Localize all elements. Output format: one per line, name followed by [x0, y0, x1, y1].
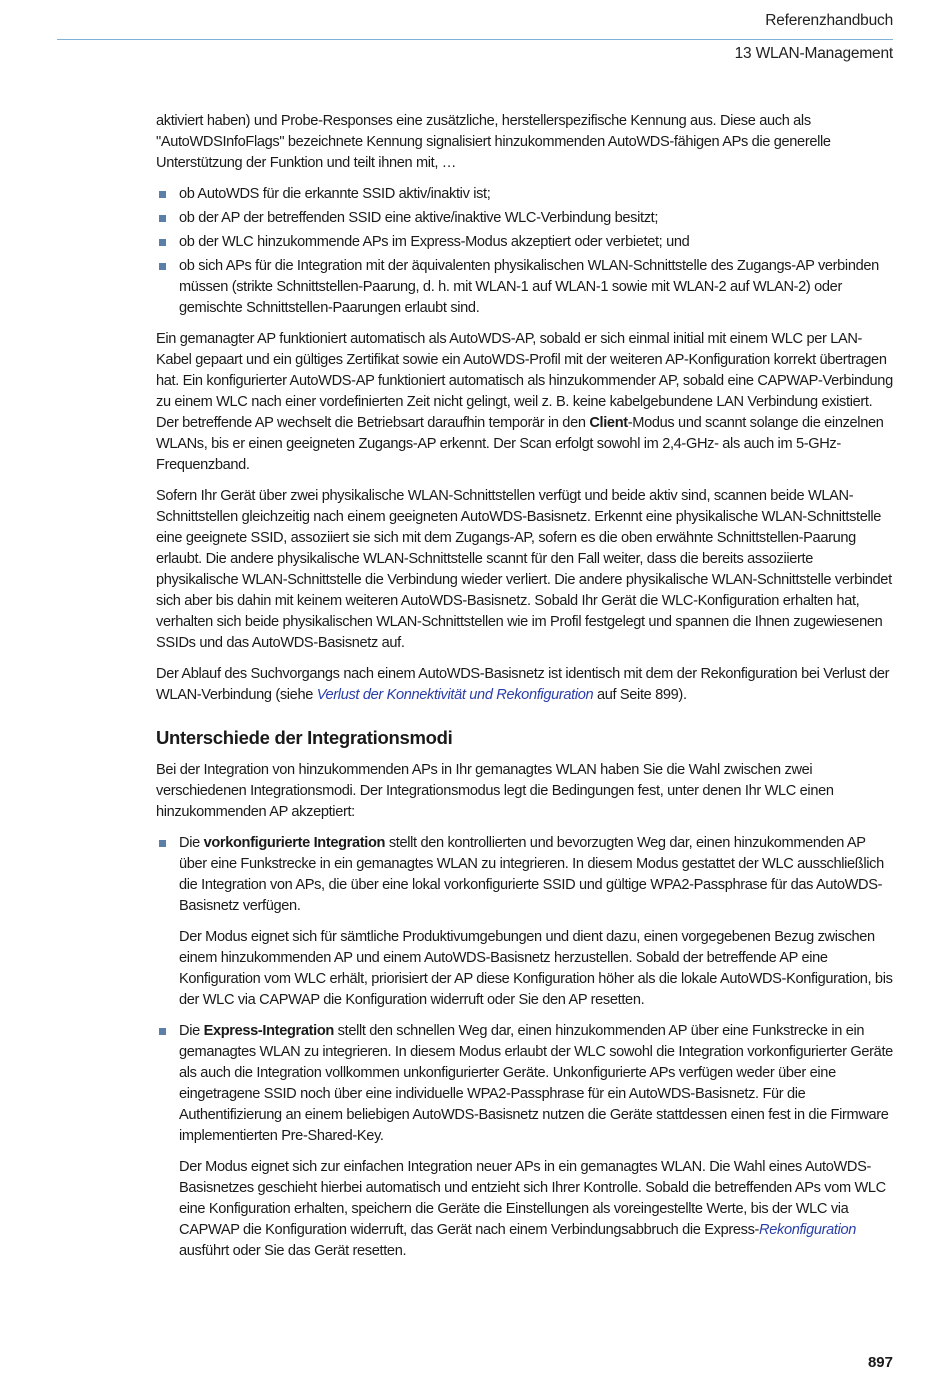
search-text-before: Der Ablauf des Suchvorgangs nach einem AutoWDS-Basisnetz ist identisch mit dem der Rekonfiguration bei Verlust der WLAN-Verbindung (siehe [156, 666, 890, 703]
square-bullet-icon [159, 1028, 166, 1035]
list-item [156, 208, 896, 229]
square-bullet-icon [159, 215, 166, 222]
list-item [156, 184, 896, 205]
list-item-text: ob der AP der betreffenden SSID eine aktive/inaktive WLC-Verbindung besitzt; [179, 210, 659, 226]
express-detail-after: ausführt oder Sie das Gerät resetten. [179, 1243, 407, 1259]
autowds-flags-list [156, 184, 896, 319]
list-item-text: ob AutoWDS für die erkannte SSID aktiv/inaktiv ist; [179, 186, 491, 202]
express-detail-before: Der Modus eignet sich zur einfachen Integration neuer APs in ein gemanagtes WLAN. Die Wahl eines AutoWDS-Basisnetzes geschieht hierbei automatisch und entzieht sich Ihrer Kontrolle. Sobald die betreffenden APs vom WLC eine Konfiguration erhalten, speichern die Geräte die Einstellungen als voreingestellte Werte, bis der WLC via CAPWAP die Konfiguration widerruft, das Gerät nach einem Verbindungsabbruch die Express- [179, 1159, 886, 1238]
search-text-after: auf Seite 899). [593, 687, 687, 703]
express-detail-paragraph [179, 1157, 896, 1262]
express-mode-paragraph [179, 1021, 896, 1147]
square-bullet-icon [159, 840, 166, 847]
section-heading: Unterschiede der Integrationsmodi [156, 727, 453, 748]
express-text: stellt den schnellen Weg dar, einen hinzukommenden AP über eine Funkstrecke in ein gemanagtes WLAN zu integrieren. In diesem Modus erlaubt der WLC sowohl die Integration vorkonfigurierter Geräte als auch die Integration vollkommen unkonfigurierter Geräte. Unkonfigurierte APs verfügen weder über eine eingetragene SSID noch über eine individuelle WPA2-Passphrase für ein AutoWDS-Basisnetz. Für die Authentifizierung an einem beliebigen AutoWDS-Basisnetz nutzen die Geräte stattdessen einen fest in die Firmware implementierten Pre-Shared-Key. [179, 1023, 893, 1144]
list-item-express-mode [156, 1021, 896, 1262]
section-intro-paragraph: Bei der Integration von hinzukommenden APs in Ihr gemanagtes WLAN haben Sie die Wahl zwischen zwei verschiedenen Integrationsmodi. Der Integrationsmodus legt die Bedingungen fest, unter denen Ihr WLC einen hinzukommenden AP akzeptiert: [156, 762, 834, 820]
preconfigured-detail-paragraph: Der Modus eignet sich für sämtliche Produktivumgebungen und dient dazu, einen vorgegebenen Bezug zwischen einem hinzukommenden AP und einem AutoWDS-Basisnetz herzustellen. Sobald der betreffende AP eine Konfiguration vom WLC erhält, priorisiert der AP diese Konfiguration höher als die lokale AutoWDS-Konfiguration, bis der WLC via CAPWAP die Konfiguration widerruft oder Sie den AP resetten. [179, 929, 893, 1008]
preconfigured-text: stellt den kontrollierten und bevorzugten Weg dar, einen hinzukommenden AP über eine Funkstrecke in ein gemanagtes WLAN zu integrieren. In diesem Modus gestattet der WLC ausschließlich die Integration von APs, die über eine lokal vorkonfigurierte SSID und gültige WPA2-Passphrase für das AutoWDS-Basisnetz verfügen. [179, 835, 884, 914]
square-bullet-icon [159, 263, 166, 270]
square-bullet-icon [159, 191, 166, 198]
client-mode-term: Client [589, 415, 628, 431]
list-item-text: ob sich APs für die Integration mit der äquivalenten physikalischen WLAN-Schnittstelle des Zugangs-AP verbinden müssen (strikte Schnittstellen-Paarung, d. h. mit WLAN-1 auf WLAN-1 sowie mit WLAN-2 auf WLAN-2) oder gemischte Schnittstellen-Paarungen erlaubt sind. [179, 258, 879, 316]
two-interfaces-paragraph: Sofern Ihr Gerät über zwei physikalische WLAN-Schnittstellen verfügt und beide aktiv sind, scannen beide WLAN-Schnittstellen gleichzeitig nach einem geeigneten AutoWDS-Basisnetz. Erkennt eine physikalische WLAN-Schnittstelle eine geeignete SSID, assoziiert sie sich mit dem Zugangs-AP, sofern es die oben erwähnte Schnittstellen-Paarung erlaubt. Die andere physikalische WLAN-Schnittstelle scannt für den Fall weiter, dass die bereits assoziierte physikalische WLAN-Schnittstelle die Verbindung wieder verliert. Die andere physikalische WLAN-Schnittstelle verbindet sich aber bis dahin mit keinem weiteren AutoWDS-Basisnetz. Sobald Ihr Gerät die WLC-Konfiguration erhalten hat, verhalten sich beide physikalischen WLAN-Schnittstellen wie im Profil festgelegt und spannen die Ihnen zugewiesenen SSIDs und das AutoWDS-Basisnetz auf. [156, 488, 892, 651]
managed-ap-text-after: -Modus und scannt solange die einzelnen WLANs, bis er einen geeigneten Zugangs-AP erkennt. Der Scan erfolgt sowohl im 2,4-GHz- als auch im 5-GHz-Frequenzband. [156, 415, 884, 473]
express-term: Express-Integration [203, 1023, 334, 1039]
managed-ap-paragraph [156, 329, 896, 476]
list-item [156, 256, 896, 319]
preconfigured-term: vorkonfigurierte Integration [203, 835, 386, 851]
square-bullet-icon [159, 239, 166, 246]
header-book-title: Referenzhandbuch [765, 12, 893, 29]
integration-modes-list [156, 833, 896, 1262]
intro-paragraph: aktiviert haben) und Probe-Responses eine zusätzliche, herstellerspezifische Kennung aus. Diese auch als "AutoWDSInfoFlags" bezeichnete Kennung signalisiert hinzukommenden AutoWDS-fähigen APs die generelle Unterstützung der Funktion und teilt ihnen mit, … [156, 113, 831, 171]
preconfigured-mode-paragraph [179, 833, 896, 917]
list-item-preconfigured-mode [156, 833, 896, 1011]
list-item-text: ob der WLC hinzukommende APs im Express-Modus akzeptiert oder verbietet; und [179, 234, 690, 250]
header-divider [57, 39, 893, 40]
express-lead: Die [179, 1023, 204, 1039]
search-procedure-paragraph [156, 664, 896, 706]
header-chapter-title: 13 WLAN-Management [734, 45, 893, 62]
page-number: 897 [867, 1354, 893, 1371]
managed-ap-text-before: Ein gemanagter AP funktioniert automatisch als AutoWDS-AP, sobald er sich einmal initial mit einem WLC per LAN-Kabel gepaart und ein gültiges Zertifikat sowie ein AutoWDS-Profil mit der weiteren AP-Konfiguration korrekt übertragen hat. Ein konfigurierter AutoWDS-AP funktioniert automatisch als hinzukommender AP, sobald eine CAPWAP-Verbindung zu einem WLC nach einer vordefinierten Zeit nicht gelingt, weil z. B. keine kabelgebundene LAN Verbindung existiert. Der betreffende AP wechselt die Betriebsart daraufhin temporär in den [156, 331, 893, 431]
page-content [156, 111, 896, 1272]
preconfigured-lead: Die [179, 835, 204, 851]
rekonfiguration-crossref-link[interactable]: Rekonfiguration [759, 1222, 857, 1238]
reconfiguration-crossref-link[interactable]: Verlust der Konnektivität und Rekonfiguration [316, 687, 594, 703]
list-item [156, 232, 896, 253]
